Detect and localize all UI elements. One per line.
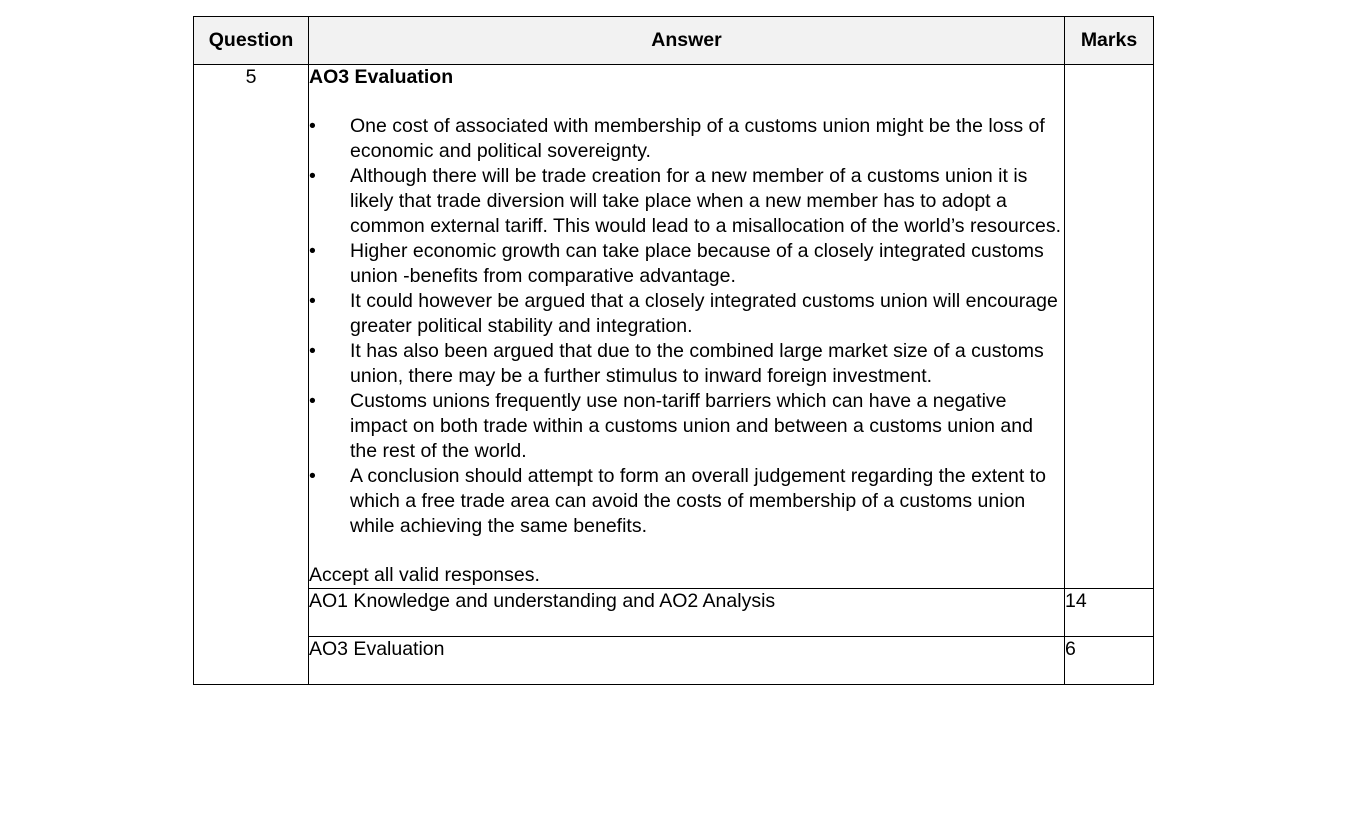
point-text: It has also been argued that due to the combined large market size of a customs union, there may be a further stimulus to inward foreign investment.: [350, 340, 1044, 387]
list-item: [309, 339, 1064, 389]
point-text: Higher economic growth can take place because of a closely integrated customs union -benefits from comparative advantage.: [350, 240, 1044, 287]
answer-row: [194, 65, 1154, 589]
point-text: Although there will be trade creation for a new member of a customs union it is likely that trade diversion will take place when a new member has to adopt a common external tariff. This would lead to a misallocation of the world’s resources.: [350, 165, 1062, 237]
point-text: A conclusion should attempt to form an overall judgement regarding the extent to which a free trade area can avoid the costs of membership of a customs union while achieving the same benefits.: [350, 465, 1046, 537]
answer-cell: [309, 65, 1065, 589]
closing-note: Accept all valid responses.: [309, 564, 540, 586]
question-number: 5: [194, 65, 309, 685]
question-column-header: Question: [194, 17, 309, 65]
mark-row-label: AO3 Evaluation: [309, 637, 1065, 685]
point-text: One cost of associated with membership of a customs union might be the loss of economic and political sovereignty.: [350, 115, 1045, 162]
section-heading: AO3 Evaluation: [309, 66, 454, 88]
bullet-icon: •: [309, 390, 316, 412]
bullet-icon: •: [309, 240, 316, 262]
mark-row-value: 6: [1065, 637, 1154, 685]
bullet-icon: •: [309, 340, 316, 362]
mark-row-label: AO1 Knowledge and understanding and AO2 Analysis: [309, 589, 1065, 637]
evaluation-points-list: [309, 114, 1064, 539]
list-item: [309, 389, 1064, 464]
mark-row-value: 14: [1065, 589, 1154, 637]
bullet-icon: •: [309, 465, 316, 487]
point-text: It could however be argued that a closely integrated customs union will encourage greater political stability and integration.: [350, 290, 1058, 337]
point-text: Customs unions frequently use non-tariff barriers which can have a negative impact on both trade within a customs union and between a customs union and the rest of the world.: [350, 390, 1033, 462]
list-item: [309, 164, 1064, 239]
mark-scheme-table: [193, 16, 1154, 685]
mark-row-ao1-ao2: [194, 589, 1154, 637]
bullet-icon: •: [309, 115, 316, 137]
bullet-icon: •: [309, 290, 316, 312]
header-row: [194, 17, 1154, 65]
list-item: [309, 239, 1064, 289]
mark-row-ao3: [194, 637, 1154, 685]
list-item: [309, 114, 1064, 164]
list-item: [309, 289, 1064, 339]
marks-cell-empty: [1065, 65, 1154, 589]
bullet-icon: •: [309, 165, 316, 187]
answer-column-header: Answer: [309, 17, 1065, 65]
marks-column-header: Marks: [1065, 17, 1154, 65]
list-item: [309, 464, 1064, 539]
